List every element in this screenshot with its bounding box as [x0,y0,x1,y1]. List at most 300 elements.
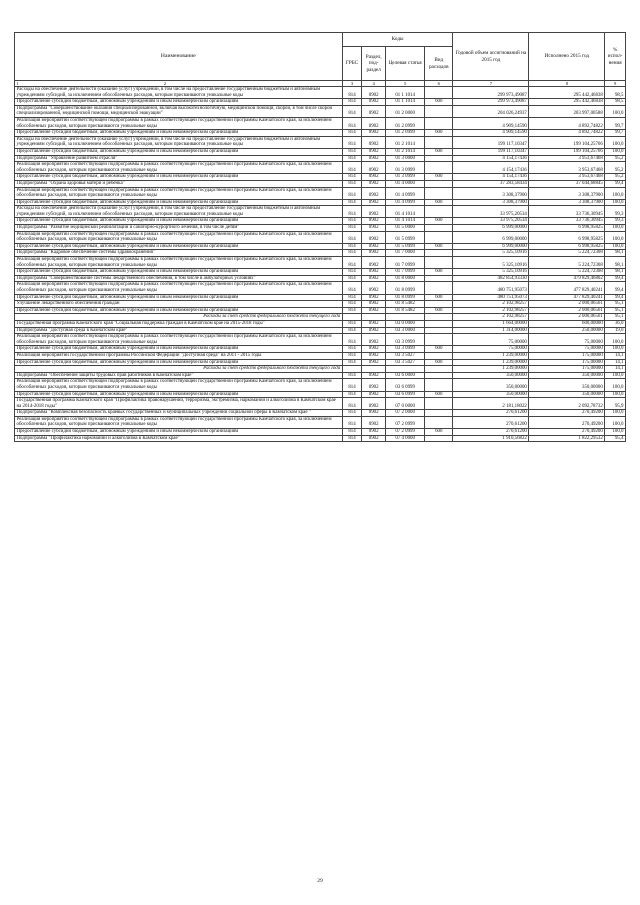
row-plan: 6 999,00000 [453,243,529,250]
row-vr [425,282,453,294]
row-cs: 01 2 0000 [386,105,425,117]
row-rz: 0902 [362,136,386,148]
row-plan: 2 102,98257 [453,301,529,308]
column-number-cell: 9 [605,81,626,87]
row-plan: 4 909,14590 [453,130,529,137]
row-fact: 5 224,72308 [529,269,605,276]
header-pct: % испол-нения [605,33,626,81]
table-row [15,206,626,218]
row-plan: 270,61200 [453,429,529,436]
table-row [15,282,626,294]
row-name: Предоставление субсидий бюджетным, автономным учреждениям и иным некоммерческим организациям [15,218,343,225]
row-fact: 600,00000 [529,320,605,327]
row-rz: 0902 [362,174,386,181]
row-vr [425,334,453,346]
row-rz: 0902 [362,269,386,276]
row-grbs: 814 [342,225,362,232]
row-name: Реализация мероприятий государственной программы Российской Федерации "Доступная среда" на 2011 - 2015 годы [15,352,343,359]
column-number-cell: 5 [386,81,425,87]
row-pct: 99,4 [605,180,626,187]
row-rz: 0902 [362,410,386,417]
row-fact: 175,00000 [529,359,605,366]
row-pct: 100,0 [605,379,626,391]
row-fact: 5 224,72308 [529,250,605,257]
row-pct: 99,4 [605,275,626,282]
row-cs: 01 7 0999 [386,257,425,269]
row-grbs: 814 [342,372,362,379]
row-fact: 3 953,67468 [529,174,605,181]
row-name: Предоставление субсидий бюджетным, автономным учреждениям и иным некоммерческим организациям [15,130,343,137]
row-fact: 295 442,46838 [529,87,605,99]
row-pct: 100,0 [605,231,626,243]
row-name: Подпрограмма "Развитие медицинской реабилитации и санаторно-курортного лечения, в том числе детям" [15,225,343,232]
row-vr: 600 [425,199,453,206]
row-pct: 100,0 [605,429,626,436]
table-row [15,416,626,428]
row-cs: 03 3 5027 [386,352,425,359]
row-pct: 95,2 [605,174,626,181]
row-vr: 600 [425,243,453,250]
row-cs: 01 5 0000 [386,225,425,232]
row-rz: 0902 [362,243,386,250]
row-grbs: 814 [342,320,362,327]
row-plan: 1 239,00000 [453,366,529,373]
row-cs: 01 8 0000 [386,275,425,282]
row-rz: 0902 [362,352,386,359]
row-pct: 98,1 [605,257,626,269]
table-row [15,410,626,417]
row-rz: 0902 [362,275,386,282]
row-name: Реализация мероприятий соответствующей подпрограммы в рамках соответствующей государственной программы Камчатского края, за исключением обособленных расходов, которым присваиваются уникальные коды [15,231,343,243]
row-vr [425,250,453,257]
row-grbs: 814 [342,435,362,442]
row-rz: 0902 [362,327,386,334]
row-name: Расходы на обеспечение деятельности (оказание услуг) учреждений, в том числе на предоставление государственным бюджетным и автономным учреждениям субсидий, за исключением обособленных расходов, которым присваиваются уникальные коды [15,206,343,218]
row-rz: 0902 [362,148,386,155]
row-cs: 01 1 1014 [386,99,425,106]
row-fact: 2 092,78732 [529,398,605,410]
row-grbs: 814 [342,275,362,282]
row-rz: 0902 [362,130,386,137]
header-vid: Вид расходов [425,47,453,81]
row-name: Предоставление субсидий бюджетным, автономным учреждениям и иным некоммерческим организациям [15,391,343,398]
page-number: 29 [317,878,323,884]
row-grbs: 814 [342,269,362,276]
row-grbs: 814 [342,105,362,117]
row-fact: 33 736,30945 [529,206,605,218]
column-number-cell: 6 [425,81,453,87]
row-vr [425,117,453,129]
row-plan: 350,00000 [453,391,529,398]
row-grbs: 814 [342,416,362,428]
row-grbs [342,314,362,321]
row-cs: 01 7 0999 [386,269,425,276]
column-number-cell: 3 [342,81,362,87]
row-fact: 3 953,67468 [529,162,605,174]
row-vr [425,155,453,162]
row-grbs: 814 [342,334,362,346]
row-name: Подпрограмма "Комплексная безопасность краевых государственных и муниципальных учреждений социальной сферы в Камчатском крае " [15,410,343,417]
row-vr [425,180,453,187]
row-cs: 01 8 0999 [386,282,425,294]
row-fact: 3 308,37900 [529,187,605,199]
row-cs: 03 0 0000 [386,320,425,327]
row-fact: 295 442,46838 [529,99,605,106]
row-name: Подпрограмма "Кадровое обеспечение системы здравоохранения" [15,250,343,257]
row-grbs: 814 [342,379,362,391]
row-rz: 0902 [362,218,386,225]
row-rz: 0902 [362,180,386,187]
row-rz: 0902 [362,391,386,398]
row-grbs: 814 [342,148,362,155]
row-grbs: 814 [342,243,362,250]
row-name: Реализация мероприятий соответствующей подпрограммы в рамках соответствующей государственной программы Камчатского края, за исключением обособленных расходов, которым присваиваются уникальные коды [15,379,343,391]
row-cs: 03 3 0999 [386,334,425,346]
row-vr [425,320,453,327]
row-vr [425,410,453,417]
row-vr [425,87,453,99]
row-vr: 600 [425,148,453,155]
row-fact: 203 997,00588 [529,105,605,117]
row-name: Подпрограмма "Доступная среда в Камчатском крае" [15,327,343,334]
row-fact: 5 224,72308 [529,257,605,269]
row-plan: 5 325,10916 [453,257,529,269]
budget-sheet [14,32,626,442]
row-rz: 0902 [362,398,386,410]
row-vr [425,379,453,391]
row-grbs: 814 [342,410,362,417]
row-rz: 0902 [362,250,386,257]
row-fact: 3 308,37900 [529,199,605,206]
row-fact: 350,00000 [529,391,605,398]
row-cs: 03 3 0000 [386,327,425,334]
row-vr: 600 [425,218,453,225]
row-pct: 19,0 [605,327,626,334]
row-cs: 01 7 0000 [386,250,425,257]
row-rz: 0902 [362,435,386,442]
row-vr [425,257,453,269]
row-plan: 37 283,58434 [453,180,529,187]
row-plan: 204 026,24937 [453,105,529,117]
row-grbs [342,366,362,373]
row-vr [425,435,453,442]
row-pct: 95,1 [605,301,626,308]
row-plan: 3 308,37900 [453,187,529,199]
row-grbs: 814 [342,257,362,269]
row-fact: 1 822,29532 [529,435,605,442]
row-grbs: 814 [342,187,362,199]
header-grbs: ГРБС [342,47,362,81]
row-plan: 1 664,00000 [453,320,529,327]
row-plan: 480 751,95073 [453,294,529,301]
row-pct: 99,3 [605,206,626,218]
row-pct: 99,7 [605,130,626,137]
row-rz: 0902 [362,320,386,327]
row-pct: 100,0 [605,225,626,232]
row-name: Реализация мероприятий соответствующей подпрограммы в рамках соответствующей государственной программы Камчатского края, за исключением обособленных расходов, которым присваиваются уникальные коды [15,334,343,346]
row-plan: 270,61200 [453,416,529,428]
row-pct: 36,0 [605,320,626,327]
table-row [15,218,626,225]
row-pct: 14,1 [605,352,626,359]
row-grbs: 814 [342,206,362,218]
row-cs: 07 4 0000 [386,435,425,442]
row-fact: 175,00000 [529,366,605,373]
row-name: Реализация мероприятий соответствующей подпрограммы в рамках соответствующей государственной программы Камчатского края, за исключением обособленных расходов, которым присваиваются уникальные коды [15,416,343,428]
row-pct: 100,0 [605,334,626,346]
row-grbs: 814 [342,87,362,99]
row-rz: 0902 [362,105,386,117]
row-plan: 1 239,00000 [453,352,529,359]
row-vr [425,231,453,243]
row-pct: 99,3 [605,218,626,225]
row-cs [386,314,425,321]
row-fact: 479 829,46802 [529,275,605,282]
row-cs: 01 3 0000 [386,155,425,162]
row-grbs: 814 [342,327,362,334]
table-row [15,225,626,232]
row-fact: 6 998,95825 [529,231,605,243]
table-row [15,372,626,379]
row-vr [425,314,453,321]
row-plan: 350,00000 [453,379,529,391]
row-plan: 5 325,10916 [453,269,529,276]
row-vr [425,225,453,232]
row-name: Реализация мероприятий соответствующей подпрограммы в рамках соответствующей государственной программы Камчатского края, за исключением обособленных расходов, которым присваиваются уникальные коды [15,257,343,269]
row-cs: 01 2 0999 [386,117,425,129]
row-pct: 100,0 [605,410,626,417]
row-vr [425,105,453,117]
row-fact: 6 998,95825 [529,243,605,250]
row-grbs: 814 [342,199,362,206]
table-row [15,294,626,301]
row-plan: 2 181,18022 [453,398,529,410]
row-pct: 98,1 [605,269,626,276]
table-row [15,327,626,334]
budget-table [14,32,626,442]
row-name: Подпрограмма "Обеспечение защиты трудовых прав работников в Камчатском крае" [15,372,343,379]
table-row [15,352,626,359]
row-plan: 270,61200 [453,410,529,417]
row-pct: 100,0 [605,199,626,206]
row-plan: 4 154,17436 [453,162,529,174]
row-name: Предоставление субсидий бюджетным, автономным учреждениям и иным некоммерческим организациям [15,346,343,353]
row-name: Предоставление субсидий бюджетным, автономным учреждениям и иным некоммерческим организациям [15,243,343,250]
row-rz: 0902 [362,199,386,206]
row-grbs: 814 [342,99,362,106]
table-row [15,275,626,282]
row-pct: 98,1 [605,250,626,257]
row-cs: 01 2 0999 [386,130,425,137]
table-row [15,148,626,155]
row-name: Реализация мероприятий соответствующей подпрограммы в рамках соответствующей государственной программы Камчатского края, за исключением обособленных расходов, которым присваиваются уникальные коды [15,187,343,199]
row-vr [425,136,453,148]
row-fact: 4 892,74822 [529,117,605,129]
row-pct: 100,0 [605,346,626,353]
row-grbs: 814 [342,282,362,294]
row-plan: 5 325,10916 [453,250,529,257]
row-cs: 01 8 5482 [386,307,425,314]
row-vr [425,372,453,379]
row-cs: 07 0 0000 [386,398,425,410]
row-plan: 6 999,00000 [453,231,529,243]
row-fact: 75,00000 [529,334,605,346]
row-name: Расходы на обеспечение деятельности (оказание услуг) учреждений, в том числе на предоставление государственным бюджетным и автономным учреждениям субсидий, за исключением обособленных расходов, которым присваиваются уникальные коды [15,87,343,99]
table-row [15,187,626,199]
column-number-cell: 4 [362,81,386,87]
row-vr: 600 [425,294,453,301]
table-row [15,301,626,308]
row-pct: 95,1 [605,307,626,314]
row-rz: 0902 [362,225,386,232]
row-plan: 199 117,10347 [453,136,529,148]
row-cs: 01 1 1014 [386,87,425,99]
row-plan: 1 239,00000 [453,359,529,366]
row-rz: 0902 [362,187,386,199]
row-vr: 600 [425,346,453,353]
row-fact: 270,49200 [529,429,605,436]
row-plan: 2 102,98257 [453,314,529,321]
row-pct: 98,5 [605,99,626,106]
row-grbs: 814 [342,294,362,301]
row-vr [425,162,453,174]
row-cs: 01 2 1014 [386,136,425,148]
row-vr [425,301,453,308]
row-pct: 100,0 [605,187,626,199]
row-grbs: 814 [342,301,362,308]
row-fact: 2 000,06561 [529,314,605,321]
row-name: Реализация мероприятий соответствующей подпрограммы в рамках соответствующей государственной программы Камчатского края, за исключением обособленных расходов, которым присваиваются уникальные коды [15,162,343,174]
table-row [15,435,626,442]
row-fact: 6 998,95825 [529,225,605,232]
row-plan: 299 973,49087 [453,87,529,99]
header-razdel: Раздел, под-раздел [362,47,386,81]
row-rz: 0902 [362,87,386,99]
row-plan: 482 854,93330 [453,275,529,282]
row-cs: 01 3 0999 [386,162,425,174]
row-plan: 1 910,56822 [453,435,529,442]
row-cs: 07 2 0999 [386,429,425,436]
row-vr [425,366,453,373]
row-vr: 600 [425,174,453,181]
row-pct: 98,5 [605,87,626,99]
row-plan: 350,00000 [453,372,529,379]
row-fact: 350,00000 [529,379,605,391]
row-vr [425,398,453,410]
row-name: Улучшение лекарственного обеспечения граждан [15,301,343,308]
row-vr: 600 [425,429,453,436]
row-pct: 14,1 [605,359,626,366]
row-fact: 270,49200 [529,410,605,417]
header-cel: Целевая статья [386,47,425,81]
row-pct: 99,4 [605,282,626,294]
table-row [15,117,626,129]
table-row [15,87,626,99]
row-fact: 75,00000 [529,346,605,353]
row-pct: 95,4 [605,435,626,442]
row-vr: 600 [425,391,453,398]
row-rz: 0902 [362,416,386,428]
row-pct: 99,7 [605,117,626,129]
row-vr [425,416,453,428]
row-cs: 01 4 0999 [386,187,425,199]
row-rz: 0902 [362,282,386,294]
row-name: Предоставление субсидий бюджетным, автономным учреждениям и иным некоммерческим организациям [15,148,343,155]
row-pct: 14,1 [605,366,626,373]
row-name: Предоставление субсидий бюджетным, автономным учреждениям и иным некоммерческим организациям [15,99,343,106]
row-rz: 0902 [362,372,386,379]
table-row [15,307,626,314]
table-row [15,334,626,346]
row-vr [425,187,453,199]
row-name: Подпрограмма "Управление развитием отрасли" [15,155,343,162]
row-cs: 03 3 0999 [386,346,425,353]
row-fact: 37 044,68845 [529,180,605,187]
row-name: Предоставление субсидий бюджетным, автономным учреждениям и иным некоммерческим организациям [15,294,343,301]
row-grbs: 814 [342,136,362,148]
table-row [15,391,626,398]
row-name: Реализация мероприятий соответствующей подпрограммы в рамках соответствующей государственной программы Камчатского края, за исключением обособленных расходов, которым присваиваются уникальные коды [15,282,343,294]
row-grbs: 814 [342,359,362,366]
row-pct: 100,0 [605,243,626,250]
table-note-row [15,314,626,321]
row-name: Предоставление субсидий бюджетным, автономным учреждениям и иным некоммерческим организациям [15,429,343,436]
row-vr: 600 [425,307,453,314]
row-cs: 03 6 0999 [386,379,425,391]
row-vr [425,275,453,282]
row-pct: 95,1 [605,314,626,321]
row-pct: 95,2 [605,162,626,174]
row-rz: 0902 [362,301,386,308]
row-plan: 3 308,37900 [453,199,529,206]
row-grbs: 814 [342,117,362,129]
row-grbs: 814 [342,162,362,174]
row-plan: 199 117,10347 [453,148,529,155]
row-rz: 0902 [362,346,386,353]
row-name: Реализация мероприятий соответствующей подпрограммы в рамках соответствующей государственной программы Камчатского края, за исключением обособленных расходов, которым присваиваются уникальные коды [15,117,343,129]
row-fact: 175,00000 [529,352,605,359]
table-note-row [15,366,626,373]
row-grbs: 814 [342,231,362,243]
row-name: Расходы на обеспечение деятельности (оказание услуг) учреждений, в том числе на предоставление государственным бюджетным и автономным учреждениям субсидий, за исключением обособленных расходов, которым присваиваются уникальные коды [15,136,343,148]
table-row [15,269,626,276]
row-cs: 07 2 0999 [386,416,425,428]
row-fact: 270,49200 [529,416,605,428]
row-rz: 0902 [362,379,386,391]
row-grbs: 814 [342,346,362,353]
header-fact: Исполнено 2015 год [529,33,605,81]
row-plan: 33 975,20534 [453,206,529,218]
row-rz: 0902 [362,155,386,162]
row-pct: 99,4 [605,294,626,301]
row-rz [362,314,386,321]
table-row [15,257,626,269]
row-name: Государственная программа Камчатского края "Профилактика правонарушений, терроризма, экстремизма, наркомании и алкоголизма в Камчатском крае на 2014-2018 годы" [15,398,343,410]
row-pct: 100,0 [605,105,626,117]
row-vr [425,352,453,359]
column-number-cell: 8 [529,81,605,87]
row-cs: 01 5 0999 [386,231,425,243]
row-plan: 4 154,17436 [453,174,529,181]
row-fact: 3 953,67468 [529,155,605,162]
row-grbs: 814 [342,218,362,225]
table-row [15,429,626,436]
row-pct: 100,0 [605,372,626,379]
row-rz: 0902 [362,206,386,218]
row-pct: 95,9 [605,398,626,410]
row-fact: 199 104,25766 [529,148,605,155]
row-cs: 03 3 5027 [386,359,425,366]
